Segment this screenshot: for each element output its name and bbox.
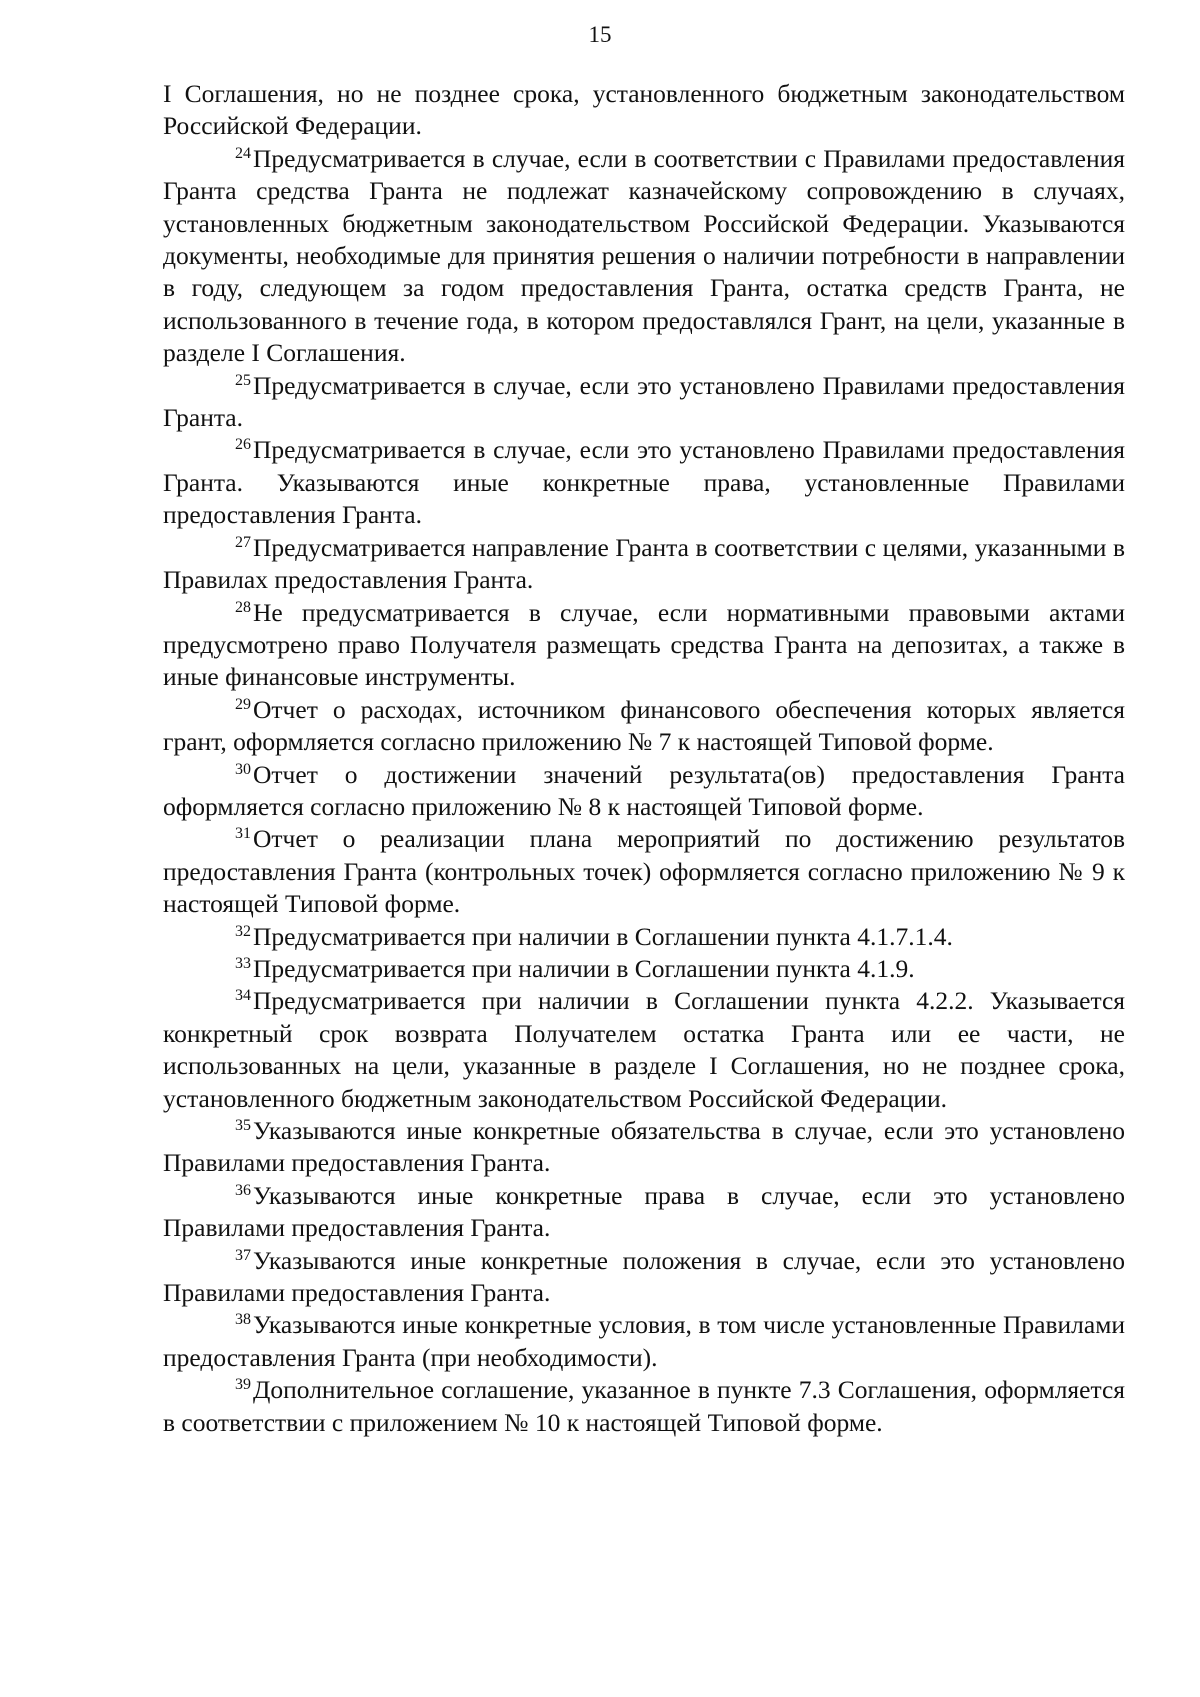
footnote-text: Отчет о расходах, источником финансового обеспечения которых является грант, оформляется согласно приложению № 7 к настоящей Типовой форме. bbox=[163, 694, 1125, 757]
footnote-text: Указываются иные конкретные обязательства в случае, если это установлено Правилами предоставления Гранта. bbox=[163, 1116, 1125, 1178]
footnote-item bbox=[163, 1180, 1125, 1245]
footnote-item bbox=[163, 434, 1125, 531]
footnote-text: Указываются иные конкретные условия, в том числе установленные Правилами предоставления Гранта (при необходимости). bbox=[163, 1310, 1125, 1372]
footnote-item bbox=[163, 1374, 1125, 1439]
footnote-text: Предусматривается направление Гранта в соответствии с целями, указанными в Правилах предоставления Гранта. bbox=[163, 532, 1125, 595]
footnote-number: 37 bbox=[235, 1246, 251, 1264]
footnote-item bbox=[163, 953, 1125, 985]
footnote-item bbox=[163, 759, 1125, 824]
footnote-text: Предусматривается при наличии в Соглашении пункта 4.1.9. bbox=[253, 953, 915, 983]
footnote-item bbox=[163, 1245, 1125, 1310]
footnote-number: 39 bbox=[235, 1376, 251, 1394]
footnote-number: 29 bbox=[235, 695, 251, 713]
footnote-text: Предусматривается в случае, если это установлено Правилами предоставления Гранта. Указываются иные конкретные права, установленные Правилами предоставления Гранта. bbox=[163, 435, 1125, 530]
page-number: 15 bbox=[588, 22, 612, 47]
footnote-number: 33 bbox=[235, 954, 251, 972]
footnote-item bbox=[163, 597, 1125, 694]
continued-paragraph: I Соглашения, но не позднее срока, установленного бюджетным законодательством Российской Федерации. bbox=[163, 79, 1125, 141]
footnote-text: Отчет о реализации плана мероприятий по достижению результатов предоставления Гранта (контрольных точек) оформляется согласно приложению № 9 к настоящей Типовой форме. bbox=[163, 824, 1125, 919]
footnote-text: Указываются иные конкретные положения в случае, если это установлено Правилами предоставления Гранта. bbox=[163, 1245, 1125, 1308]
footnote-text: Предусматривается при наличии в Соглашении пункта 4.2.2. Указывается конкретный срок возврата Получателем остатка Гранта или ее части, не использованных на цели, указанные в разделе I Соглашения, но не позднее срока, установленного бюджетным законодательством Российской Федерации. bbox=[163, 986, 1125, 1113]
document-body bbox=[163, 78, 1125, 1439]
footnote-number: 35 bbox=[235, 1117, 251, 1134]
footnote-item bbox=[163, 370, 1125, 435]
footnote-number: 27 bbox=[235, 533, 251, 551]
footnote-text: Отчет о достижении значений результата(ов) предоставления Гранта оформляется согласно приложению № 8 к настоящей Типовой форме. bbox=[163, 759, 1125, 821]
footnote-number: 24 bbox=[235, 144, 251, 162]
footnote-number: 25 bbox=[235, 371, 251, 389]
footnote-text: Предусматривается в случае, если в соответствии с Правилами предоставления Гранта средства Гранта не подлежат казначейскому сопровождению в случаях, установленных бюджетным законодательством Российской Федерации. Указываются документы, необходимые для принятия решения о наличии потребности в направлении в году, следующем за годом предоставления Гранта, остатка средств Гранта, не использованного в течение года, в котором предоставлялся Грант, на цели, указанные в разделе I Соглашения. bbox=[163, 143, 1125, 368]
footnote-number: 34 bbox=[235, 987, 251, 1005]
footnote-text: Предусматривается при наличии в Соглашении пункта 4.1.7.1.4. bbox=[253, 921, 953, 951]
footnote-number: 32 bbox=[235, 922, 251, 940]
footnote-item bbox=[163, 1115, 1125, 1180]
footnote-item bbox=[163, 532, 1125, 597]
footnote-text: Указываются иные конкретные права в случае, если это установлено Правилами предоставления Гранта. bbox=[163, 1180, 1125, 1243]
footnote-list bbox=[163, 143, 1125, 1439]
footnote-number: 38 bbox=[235, 1311, 251, 1329]
footnote-item bbox=[163, 1309, 1125, 1374]
footnote-number: 30 bbox=[235, 760, 251, 778]
footnote-item bbox=[163, 694, 1125, 759]
footnote-number: 26 bbox=[235, 436, 251, 454]
footnote-item bbox=[163, 921, 1125, 953]
footnote-item bbox=[163, 823, 1125, 920]
footnote-number: 31 bbox=[235, 825, 251, 843]
footnote-item bbox=[163, 985, 1125, 1115]
footnote-text: Дополнительное соглашение, указанное в пункте 7.3 Соглашения, оформляется в соответствии с приложением № 10 к настоящей Типовой форме. bbox=[163, 1375, 1125, 1437]
footnote-number: 28 bbox=[235, 598, 251, 616]
footnote-item bbox=[163, 143, 1125, 370]
footnote-text: Предусматривается в случае, если это установлено Правилами предоставления Гранта. bbox=[163, 370, 1125, 433]
footnote-number: 36 bbox=[235, 1181, 251, 1199]
footnote-text: Не предусматривается в случае, если нормативными правовыми актами предусмотрено право Получателя размещать средства Гранта на депозитах, а также в иные финансовые инструменты. bbox=[163, 597, 1125, 692]
